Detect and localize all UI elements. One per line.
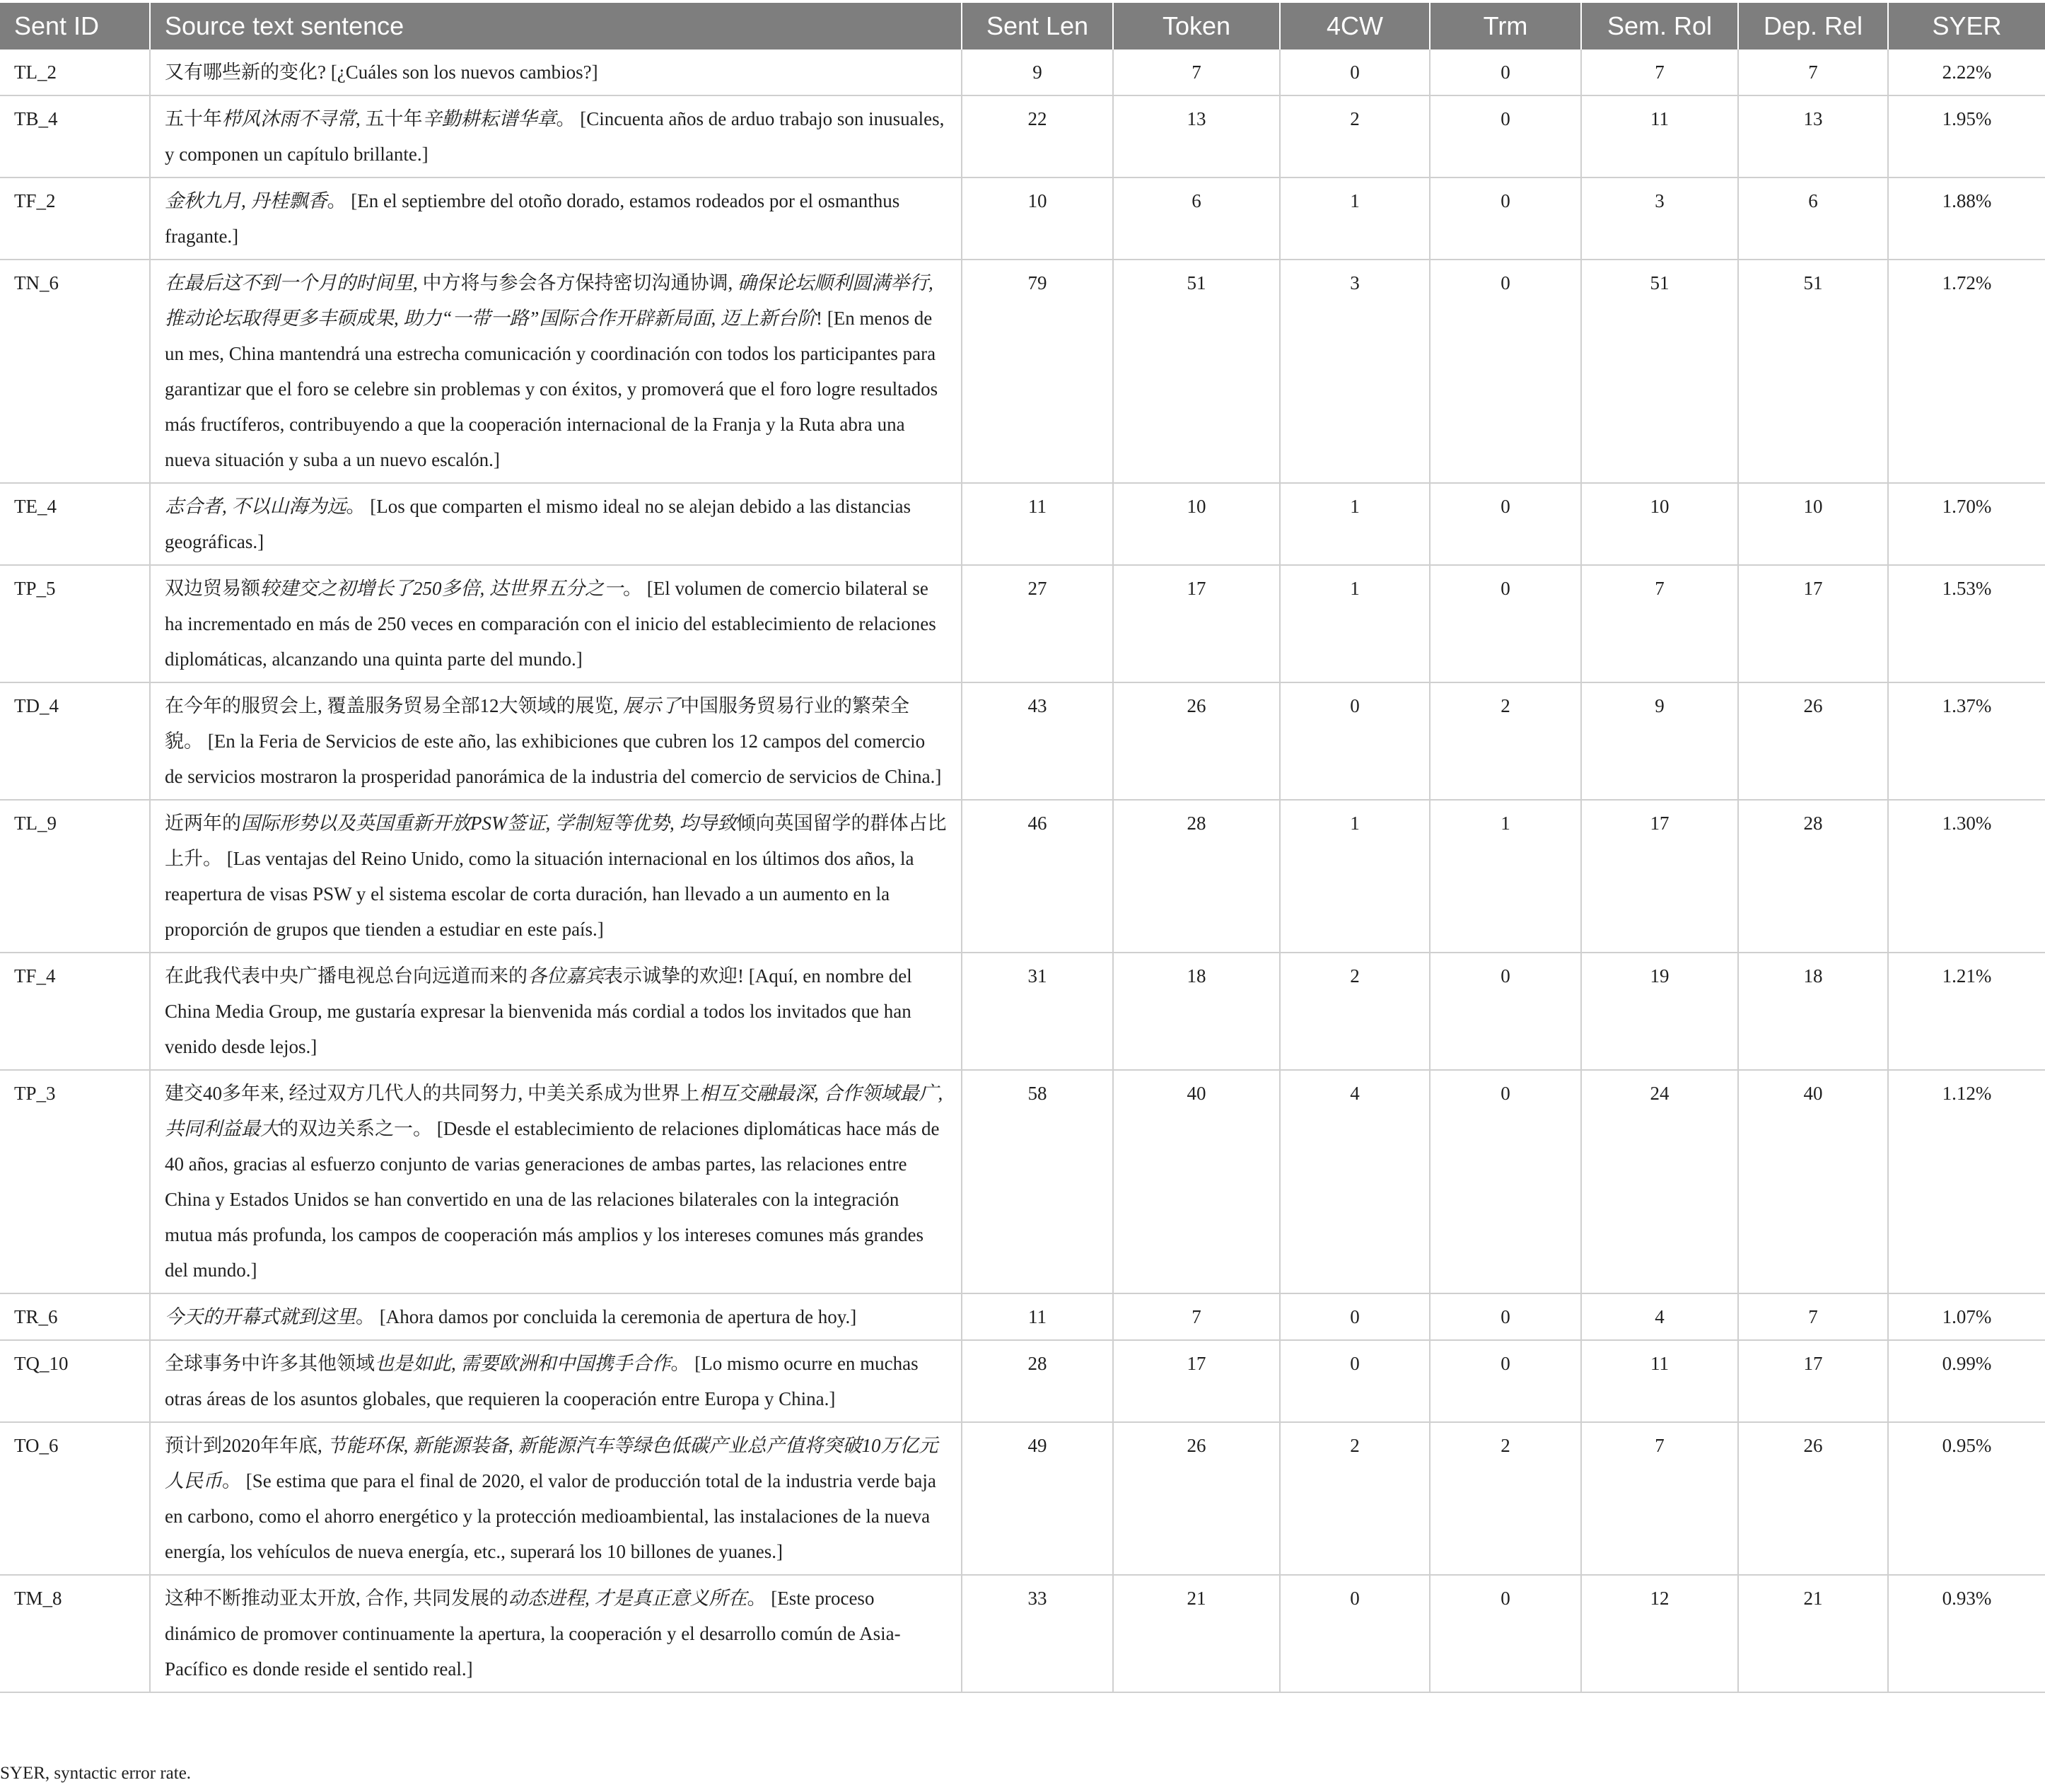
cell-syer: 1.37%: [1888, 682, 2045, 800]
source-segment: 这种不断推动亚太开放, 合作, 共同发展的: [165, 1588, 508, 1609]
source-segment-italic: 今天的开幕式就到这里: [165, 1306, 356, 1327]
cell-syer: 0.95%: [1888, 1422, 2045, 1575]
header-token: Token: [1113, 3, 1280, 50]
source-segment: 。 [Lo mismo ocurre en muchas otras áreas de los asuntos globales, que requieren la cooperación entre Europa y China.]: [165, 1353, 919, 1409]
cell-dep-rel: 10: [1738, 483, 1888, 565]
header-syer: SYER: [1888, 3, 2045, 50]
cell-sent-id: TP_3: [0, 1070, 150, 1293]
cell-source-text: [150, 50, 962, 95]
cell-trm: 0: [1430, 260, 1581, 483]
source-segment-italic: 志合者, 不以山海为远: [165, 496, 346, 517]
cell-sent-len: 11: [962, 1293, 1113, 1340]
source-segment: 建交40多年来, 经过双方几代人的共同努力, 中美关系成为世界上: [165, 1083, 699, 1104]
source-segment-italic: 节能环保, 新能源装备, 新能源汽车等绿色低碳产业总产值将突破10万亿元人民币: [165, 1435, 938, 1491]
cell-source-text: [150, 1293, 962, 1340]
table-row: [0, 1070, 2045, 1293]
cell-sem-rol: 17: [1581, 800, 1738, 953]
source-segment: 。 [Este proceso dinámico de promover continuamente la apertura, la cooperación y el desarrollo común de Asia-Pacífico es donde reside el sentido real.]: [165, 1588, 901, 1680]
cell-token: 26: [1113, 1422, 1280, 1575]
source-segment-italic: 较建交之初增长了250多倍, 达世界五分之一: [260, 578, 623, 599]
cell-source-text: [150, 483, 962, 565]
source-segment: 。 [Ahora damos por concluida la ceremonia de apertura de hoy.]: [356, 1306, 857, 1327]
results-table: [0, 3, 2045, 1693]
cell-4cw: 1: [1280, 178, 1430, 260]
cell-sem-rol: 12: [1581, 1575, 1738, 1692]
cell-sent-len: 11: [962, 483, 1113, 565]
source-segment: 五十年: [165, 108, 222, 129]
cell-syer: 2.22%: [1888, 50, 2045, 95]
cell-sent-len: 31: [962, 953, 1113, 1070]
cell-dep-rel: 28: [1738, 800, 1888, 953]
source-segment: 全球事务中许多其他领域: [165, 1353, 375, 1374]
cell-dep-rel: 26: [1738, 1422, 1888, 1575]
cell-trm: 1: [1430, 800, 1581, 953]
cell-source-text: [150, 1422, 962, 1575]
cell-sem-rol: 10: [1581, 483, 1738, 565]
table-row: [0, 1575, 2045, 1692]
cell-sem-rol: 51: [1581, 260, 1738, 483]
cell-syer: 1.21%: [1888, 953, 2045, 1070]
cell-source-text: [150, 178, 962, 260]
source-segment: 预计到2020年年底,: [165, 1435, 327, 1456]
source-segment-italic: 栉风沐雨不寻常: [222, 108, 356, 129]
source-segment-italic: 在最后这不到一个月的时间里: [165, 272, 413, 293]
cell-sent-id: TF_2: [0, 178, 150, 260]
cell-sent-len: 9: [962, 50, 1113, 95]
table-row: [0, 1340, 2045, 1422]
cell-4cw: 1: [1280, 483, 1430, 565]
cell-source-text: [150, 1575, 962, 1692]
cell-source-text: [150, 953, 962, 1070]
cell-syer: 1.53%: [1888, 565, 2045, 682]
cell-4cw: 2: [1280, 1422, 1430, 1575]
table-row: [0, 565, 2045, 682]
cell-token: 13: [1113, 95, 1280, 178]
cell-sem-rol: 9: [1581, 682, 1738, 800]
cell-4cw: 2: [1280, 95, 1430, 178]
cell-token: 40: [1113, 1070, 1280, 1293]
cell-4cw: 0: [1280, 1575, 1430, 1692]
source-segment: 中国服务贸易行业的繁荣全貌。 [En la Feria de Servicios de este año, las exhibiciones que cubren los 12 campos del comercio de servicios mostraron la prosperidad panorámica de la industria del comercio de servicios de China.]: [165, 695, 942, 787]
source-segment-italic: 相互交融最深, 合作领域最广, 共同利益最大: [165, 1083, 943, 1139]
cell-syer: 1.12%: [1888, 1070, 2045, 1293]
header-sent-id: Sent ID: [0, 3, 150, 50]
cell-token: 6: [1113, 178, 1280, 260]
table-row: [0, 50, 2045, 95]
cell-sem-rol: 11: [1581, 1340, 1738, 1422]
source-segment: ! [En menos de un mes, China mantendrá una estrecha comunicación y coordinación con todos los participantes para garantizar que el foro se celebre sin problemas y con éxitos, y promoverá que el foro logre resultados más fructíferos, contribuyendo a que la cooperación internacional de la Franja y la Ruta abra una nueva situación y suba a un nuevo escalón.]: [165, 308, 938, 470]
cell-sent-id: TO_6: [0, 1422, 150, 1575]
cell-sent-len: 43: [962, 682, 1113, 800]
cell-syer: 1.95%: [1888, 95, 2045, 178]
cell-token: 51: [1113, 260, 1280, 483]
source-segment: 又有哪些新的变化?: [165, 62, 331, 83]
source-segment: 。 [Cincuenta años de arduo trabajo son inusuales, y componen un capítulo brillante.]: [165, 108, 945, 165]
table-row: [0, 483, 2045, 565]
header-sent-len: Sent Len: [962, 3, 1113, 50]
source-segment-italic: 确保论坛顺利圆满举行, 推动论坛取得更多丰硕成果, 助力“一带一路”国际合作开辟新局面, 迈上新台阶: [165, 272, 933, 329]
source-segment: 双边贸易额: [165, 578, 260, 599]
cell-sent-len: 79: [962, 260, 1113, 483]
cell-syer: 1.88%: [1888, 178, 2045, 260]
cell-token: 10: [1113, 483, 1280, 565]
cell-sem-rol: 7: [1581, 565, 1738, 682]
cell-syer: 1.07%: [1888, 1293, 2045, 1340]
cell-sent-len: 22: [962, 95, 1113, 178]
cell-4cw: 0: [1280, 50, 1430, 95]
cell-trm: 0: [1430, 1293, 1581, 1340]
cell-token: 18: [1113, 953, 1280, 1070]
source-segment-italic: 动态进程, 才是真正意义所在: [508, 1588, 747, 1609]
cell-token: 7: [1113, 50, 1280, 95]
cell-sent-len: 33: [962, 1575, 1113, 1692]
cell-dep-rel: 21: [1738, 1575, 1888, 1692]
cell-dep-rel: 18: [1738, 953, 1888, 1070]
cell-trm: 0: [1430, 483, 1581, 565]
table-footnote: SYER, syntactic error rate.: [0, 1764, 192, 1783]
cell-dep-rel: 40: [1738, 1070, 1888, 1293]
cell-sent-len: 10: [962, 178, 1113, 260]
source-segment: 在今年的服贸会上, 覆盖服务贸易全部12大领域的展览,: [165, 695, 623, 716]
cell-sent-len: 28: [962, 1340, 1113, 1422]
cell-sent-id: TL_2: [0, 50, 150, 95]
cell-token: 17: [1113, 1340, 1280, 1422]
header-source-text: Source text sentence: [150, 3, 962, 50]
cell-source-text: [150, 565, 962, 682]
source-segment-italic: 展示了: [623, 695, 680, 716]
cell-dep-rel: 6: [1738, 178, 1888, 260]
header-trm: Trm: [1430, 3, 1581, 50]
source-segment: 的双边关系之一。 [Desde el establecimiento de relaciones diplomáticas hace más de 40 años, gracias al esfuerzo conjunto de varias generaciones de ambas partes, las relaciones entre China y Estados Unidos se han convertido en una de las relaciones bilaterales con la integración mutua más profunda, los campos de cooperación más amplios y los intereses comunes más grandes del mundo.]: [165, 1118, 940, 1281]
cell-sent-id: TQ_10: [0, 1340, 150, 1422]
table-row: [0, 1422, 2045, 1575]
source-segment: [¿Cuáles son los nuevos cambios?]: [330, 62, 598, 83]
cell-syer: 0.99%: [1888, 1340, 2045, 1422]
cell-syer: 1.30%: [1888, 800, 2045, 953]
source-segment: 表示诚挚的欢迎! [Aquí, en nombre del China Media Group, me gustaría expresar la bienvenida más cordial a todos los invitados que han venido desde lejos.]: [165, 965, 912, 1057]
cell-trm: 0: [1430, 953, 1581, 1070]
cell-sent-len: 46: [962, 800, 1113, 953]
cell-trm: 0: [1430, 1340, 1581, 1422]
table-row: [0, 95, 2045, 178]
source-segment: 近两年的: [165, 813, 241, 834]
cell-sent-id: TL_9: [0, 800, 150, 953]
cell-sent-id: TR_6: [0, 1293, 150, 1340]
source-segment-italic: 国际形势以及英国重新开放PSW签证, 学制短等优势, 均导致: [241, 813, 737, 834]
cell-sent-id: TB_4: [0, 95, 150, 178]
cell-sem-rol: 24: [1581, 1070, 1738, 1293]
source-segment-italic: 也是如此, 需要欧洲和中国携手合作: [375, 1353, 671, 1374]
cell-dep-rel: 13: [1738, 95, 1888, 178]
cell-sent-id: TN_6: [0, 260, 150, 483]
cell-sem-rol: 11: [1581, 95, 1738, 178]
cell-source-text: [150, 800, 962, 953]
cell-4cw: 0: [1280, 1293, 1430, 1340]
source-segment: 。 [El volumen de comercio bilateral se ha incrementado en más de 250 veces en comparación con el inicio del establecimiento de relaciones diplomáticas, alcanzando una quinta parte del mundo.]: [165, 578, 936, 670]
cell-4cw: 4: [1280, 1070, 1430, 1293]
cell-trm: 0: [1430, 178, 1581, 260]
cell-sent-len: 49: [962, 1422, 1113, 1575]
cell-dep-rel: 26: [1738, 682, 1888, 800]
source-segment-italic: 各位嘉宾: [528, 965, 604, 987]
cell-token: 7: [1113, 1293, 1280, 1340]
cell-syer: 1.72%: [1888, 260, 2045, 483]
table-row: [0, 260, 2045, 483]
cell-4cw: 2: [1280, 953, 1430, 1070]
cell-sem-rol: 7: [1581, 1422, 1738, 1575]
source-segment: 。 [Se estima que para el final de 2020, el valor de producción total de la industria verde baja en carbono, como el ahorro energético y la protección medioambiental, las instalaciones de la nueva energía, los vehículos de nueva energía, etc., superará los 10 billones de yuanes.]: [165, 1470, 936, 1562]
cell-trm: 0: [1430, 95, 1581, 178]
source-segment: 。 [Los que comparten el mismo ideal no se alejan debido a las distancias geográficas.]: [165, 496, 911, 552]
cell-sent-id: TM_8: [0, 1575, 150, 1692]
cell-dep-rel: 17: [1738, 1340, 1888, 1422]
header-sem-rol: Sem. Rol: [1581, 3, 1738, 50]
cell-sem-rol: 3: [1581, 178, 1738, 260]
cell-sent-id: TF_4: [0, 953, 150, 1070]
header-row: [0, 3, 2045, 50]
cell-token: 26: [1113, 682, 1280, 800]
cell-sent-id: TP_5: [0, 565, 150, 682]
cell-trm: 2: [1430, 682, 1581, 800]
header-dep-rel: Dep. Rel: [1738, 3, 1888, 50]
cell-dep-rel: 51: [1738, 260, 1888, 483]
cell-trm: 0: [1430, 565, 1581, 682]
table-row: [0, 953, 2045, 1070]
cell-4cw: 0: [1280, 682, 1430, 800]
source-segment: 在此我代表中央广播电视总台向远道而来的: [165, 965, 528, 987]
cell-token: 17: [1113, 565, 1280, 682]
cell-4cw: 1: [1280, 800, 1430, 953]
cell-syer: 0.93%: [1888, 1575, 2045, 1692]
cell-trm: 0: [1430, 50, 1581, 95]
cell-sent-id: TE_4: [0, 483, 150, 565]
source-segment: 。 [En el septiembre del otoño dorado, estamos rodeados por el osmanthus fragante.]: [165, 190, 900, 247]
cell-token: 28: [1113, 800, 1280, 953]
cell-source-text: [150, 1070, 962, 1293]
cell-syer: 1.70%: [1888, 483, 2045, 565]
cell-sem-rol: 19: [1581, 953, 1738, 1070]
source-segment: 倾向英国留学的群体占比上升。 [Las ventajas del Reino Unido, como la situación internacional en los últimos dos años, la reapertura de visas PSW y el sistema escolar de corta duración, han llevado a un aumento en la proporción de grupos que tienden a estudiar en este país.]: [165, 813, 947, 940]
source-segment-italic: 辛勤耕耘谱华章: [422, 108, 557, 129]
cell-source-text: [150, 682, 962, 800]
cell-dep-rel: 7: [1738, 50, 1888, 95]
cell-source-text: [150, 260, 962, 483]
table-row: [0, 800, 2045, 953]
cell-source-text: [150, 1340, 962, 1422]
cell-sent-id: TD_4: [0, 682, 150, 800]
source-segment-italic: 金秋九月, 丹桂飘香: [165, 190, 327, 211]
table-row: [0, 1293, 2045, 1340]
cell-4cw: 1: [1280, 565, 1430, 682]
table-body: [0, 50, 2045, 1692]
cell-trm: 2: [1430, 1422, 1581, 1575]
cell-4cw: 0: [1280, 1340, 1430, 1422]
source-segment: , 五十年: [356, 108, 423, 129]
header-4cw: 4CW: [1280, 3, 1430, 50]
cell-trm: 0: [1430, 1070, 1581, 1293]
cell-sent-len: 58: [962, 1070, 1113, 1293]
cell-token: 21: [1113, 1575, 1280, 1692]
cell-source-text: [150, 95, 962, 178]
cell-trm: 0: [1430, 1575, 1581, 1692]
cell-sem-rol: 7: [1581, 50, 1738, 95]
cell-dep-rel: 7: [1738, 1293, 1888, 1340]
table-row: [0, 178, 2045, 260]
source-segment: , 中方将与参会各方保持密切沟通协调,: [413, 272, 738, 293]
cell-dep-rel: 17: [1738, 565, 1888, 682]
cell-sem-rol: 4: [1581, 1293, 1738, 1340]
cell-sent-len: 27: [962, 565, 1113, 682]
table-row: [0, 682, 2045, 800]
cell-4cw: 3: [1280, 260, 1430, 483]
